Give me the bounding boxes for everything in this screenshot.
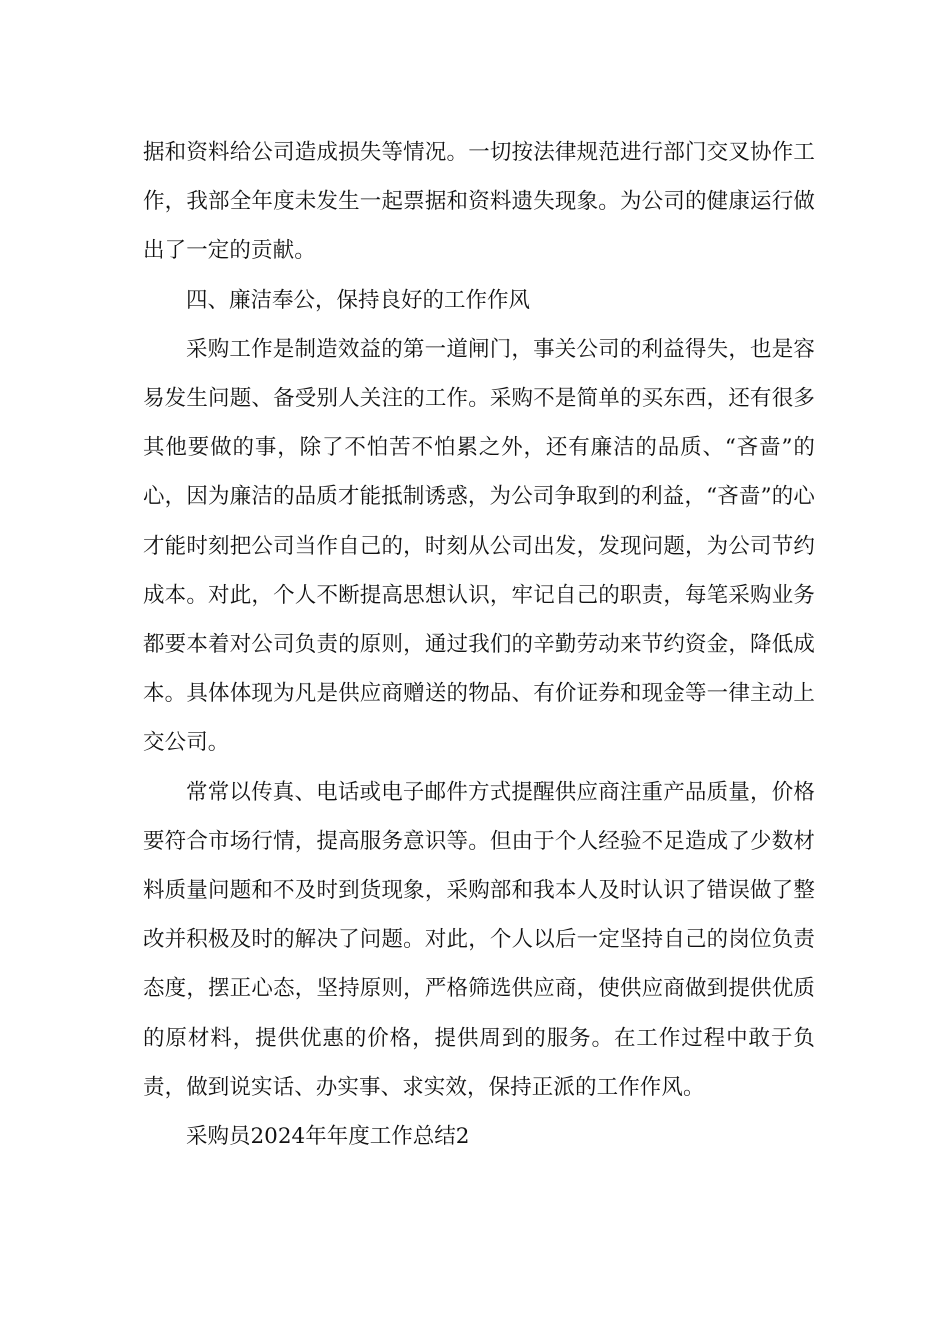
section-heading-four: 四、廉洁奉公，保持良好的工作作风 — [186, 287, 531, 313]
paragraph-supplier-reminder: 常常以传真、电话或电子邮件方式提醒供应商注重产品质量，价格要符合市场行情，提高服务意识等。但由于个人经验不足造成了少数材料质量问题和不及时到货现象，采购部和我本人及时认识了错误做了整改并积极及时的解决了问题。对此，个人以后一定坚持自己的岗位负责态度，摆正心态，坚持原则，严格筛选供应商，使供应商做到提供优质的原材料，提供优惠的价格，提供周到的服务。在工作过程中敢于负责，做到说实话、办实事、求实效，保持正派的工作作风。 — [143, 779, 815, 1100]
paragraph-integrity: 采购工作是制造效益的第一道闸门，事关公司的利益得失，也是容易发生问题、备受别人关注的工作。采购不是简单的买东西，还有很多其他要做的事，除了不怕苦不怕累之外，还有廉洁的品质、“吝啬”的心，因为廉洁的品质才能抵制诱惑，为公司争取到的利益，“吝啬”的心才能时刻把公司当作自己的，时刻从公司出发，发现问题，为公司节约成本。对此，个人不断提高思想认识，牢记自己的职责，每笔采购业务都要本着对公司负责的原则，通过我们的辛勤劳动来节约资金，降低成本。具体体现为凡是供应商赠送的物品、有价证券和现金等一律主动上交公司。 — [143, 336, 815, 756]
paragraph-continuation: 据和资料给公司造成损失等情况。一切按法律规范进行部门交叉协作工作，我部全年度未发生一起票据和资料遗失现象。为公司的健康运行做出了一定的贡献。 — [143, 140, 815, 264]
document-body — [143, 128, 815, 1161]
next-summary-title: 采购员2024年年度工作总结2 — [186, 1124, 470, 1150]
